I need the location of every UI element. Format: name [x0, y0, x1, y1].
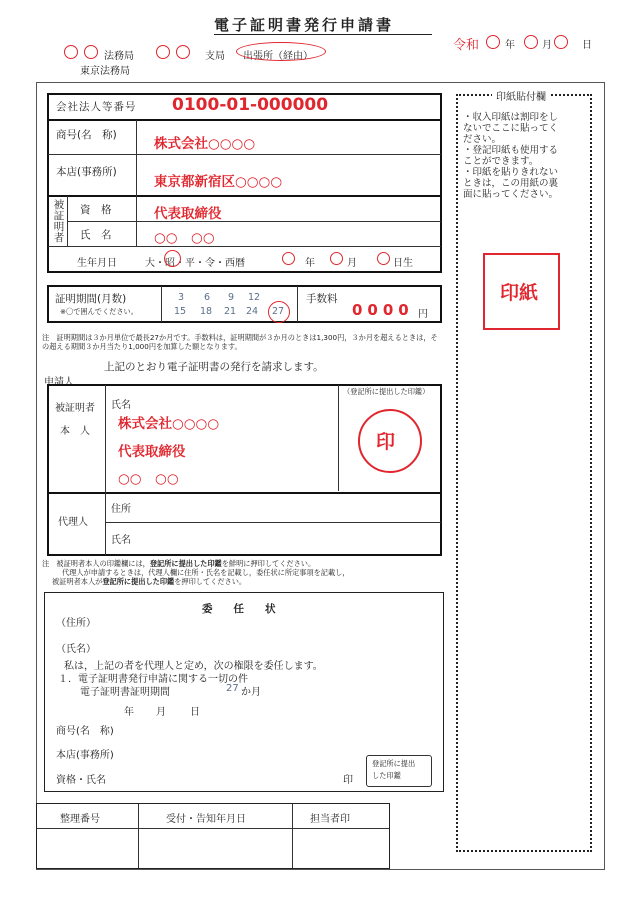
- footer-col-number: 整理番号: [60, 814, 100, 825]
- proxy-seal-mark: 印: [343, 775, 353, 786]
- certified-label-1: 被証明者: [55, 403, 95, 414]
- date-day-label: 日: [582, 40, 592, 51]
- birth-year-label: 年: [305, 258, 315, 269]
- agent-name-label: 氏名: [111, 535, 131, 546]
- birthdate-selected-circle: [164, 250, 181, 267]
- proxy-title: 委 任 状: [202, 603, 276, 615]
- company-name-label: 商号(名 称): [56, 129, 117, 141]
- stamp-area-title: 印紙貼付欄: [492, 88, 550, 103]
- date-month-circle: [524, 35, 538, 49]
- tokyo-bureau-label: 東京法務局: [80, 66, 130, 77]
- fee-label: 手数料: [306, 293, 338, 305]
- birth-day-circle: [377, 252, 390, 265]
- proxy-company-label: 商号(名 称): [56, 726, 114, 737]
- birth-day-label: 日生: [393, 258, 413, 269]
- fee-value: 0000: [352, 301, 414, 319]
- proxy-item2-unit: か月: [241, 687, 261, 698]
- proxy-item2-label: 電子証明書証明期間: [80, 687, 170, 698]
- birth-year-circle: [282, 252, 295, 265]
- company-address-label: 本店(事務所): [56, 166, 117, 178]
- branch-circle-1: [156, 45, 170, 59]
- date-era: 令和: [453, 38, 480, 53]
- bureau-circle-1: [64, 45, 78, 59]
- applicant-section-label: 申請人: [44, 377, 74, 388]
- date-year-label: 年: [505, 40, 515, 51]
- certified-person-label: 被 証 明 者: [53, 199, 65, 244]
- applicant-person-value: ○○ ○○: [118, 471, 179, 487]
- agent-label: 代理人: [58, 517, 88, 528]
- period-label: 証明期間(月数): [55, 293, 127, 305]
- fee-unit: 円: [418, 309, 428, 320]
- fee-note: 注 証明期間は３か月単位で最長27か月です。手数料は，証明期間が３か月のときは1,300円，３か月を超えるときは，その超える期間３か月当たり1,000円を加算した額となります。: [42, 333, 438, 351]
- proxy-office-label: 本店(事務所): [56, 750, 114, 761]
- proxy-date-year: 年: [124, 707, 134, 718]
- company-name-value: 株式会社○○○○: [154, 136, 256, 152]
- seal-instructions: 注 被証明者本人の印鑑欄には，登記所に提出した印鑑を鮮明に押印してください。 代理人が申請するときは，代理人欄に住所・氏名を記載し，委任状に所定事項を記載し， 被証明者本人が登記所に提出した印鑑を押印してください。: [42, 559, 350, 586]
- period-option[interactable]: 12: [248, 292, 261, 303]
- applicant-title-value: 代表取締役: [118, 444, 186, 460]
- company-number-label: 会社法人等番号: [56, 101, 137, 113]
- applicant-name-label: 氏名: [111, 400, 131, 411]
- seal-text: 印: [376, 431, 396, 453]
- period-option[interactable]: 24: [246, 306, 259, 317]
- title-underline: [214, 34, 432, 35]
- company-number-value: 0100-01-000000: [172, 95, 329, 115]
- proxy-name-label: （氏名）: [56, 644, 96, 655]
- proxy-statement: 私は，上記の者を代理人と定め，次の権限を委任します。: [64, 661, 323, 672]
- proxy-seal-box-text: 登記所に提出 した印鑑: [372, 759, 416, 780]
- proxy-address-label: （住所）: [56, 618, 96, 629]
- bureau-label: 法務局: [104, 51, 134, 62]
- certified-label-2: 本 人: [60, 426, 90, 437]
- period-option[interactable]: 3: [178, 292, 185, 303]
- bureau-circle-2: [84, 45, 98, 59]
- qualification-value: 代表取締役: [154, 206, 222, 222]
- branch-circle-2: [176, 45, 190, 59]
- period-option[interactable]: 9: [228, 292, 235, 303]
- stamp-instructions: ・収入印紙は割印をし ないでここに貼ってく ださい。 ・登記印紙も使用する ことができます。 ・印紙を貼りきれない ときは，この用紙の裏 面に貼ってください。: [463, 112, 559, 200]
- proxy-date-day: 日: [190, 707, 200, 718]
- proxy-date-month: 月: [156, 707, 166, 718]
- birth-month-label: 月: [347, 258, 357, 269]
- qualification-label: 資 格: [80, 204, 112, 216]
- footer-col-officer: 担当者印: [310, 814, 350, 825]
- revenue-stamp-label: 印紙: [500, 282, 539, 304]
- date-month-label: 月: [542, 40, 552, 51]
- period-option[interactable]: 18: [200, 306, 213, 317]
- period-selected-circle: [268, 301, 290, 323]
- sub-office-circle: [236, 42, 326, 61]
- seal-note: （登記所に提出した印鑑）: [343, 387, 430, 396]
- period-note: ※〇で囲んでください。: [60, 307, 138, 316]
- applicant-company-value: 株式会社○○○○: [118, 416, 220, 432]
- date-year-circle: [486, 35, 500, 49]
- date-day-circle: [554, 35, 568, 49]
- period-option[interactable]: 21: [224, 306, 237, 317]
- proxy-item2-value: 27: [226, 683, 239, 694]
- period-option[interactable]: 6: [204, 292, 211, 303]
- stamp-area: [456, 94, 592, 852]
- person-name-label: 氏 名: [80, 229, 112, 241]
- birthdate-options: 大・昭・平・令・西暦: [145, 258, 245, 269]
- company-address-value: 東京都新宿区○○○○: [154, 174, 283, 190]
- proxy-qual-name-label: 資格・氏名: [56, 775, 106, 786]
- period-option[interactable]: 15: [174, 306, 187, 317]
- form-title: 電子証明書発行申請書: [214, 16, 395, 34]
- person-name-value: ○○ ○○: [154, 230, 215, 246]
- birthdate-label: 生年月日: [77, 258, 117, 269]
- birth-month-circle: [330, 252, 343, 265]
- branch-label: 支局: [205, 51, 225, 62]
- period-option-selected[interactable]: 27: [272, 306, 285, 317]
- agent-address-label: 住所: [111, 504, 131, 515]
- sub-office-label: 出張所（経由）: [243, 51, 313, 62]
- request-text: 上記のとおり電子証明書の発行を請求します。: [104, 361, 324, 373]
- footer-col-date: 受付・告知年月日: [166, 814, 246, 825]
- proxy-item1: １．電子証明書発行申請に関する一切の件: [58, 674, 248, 685]
